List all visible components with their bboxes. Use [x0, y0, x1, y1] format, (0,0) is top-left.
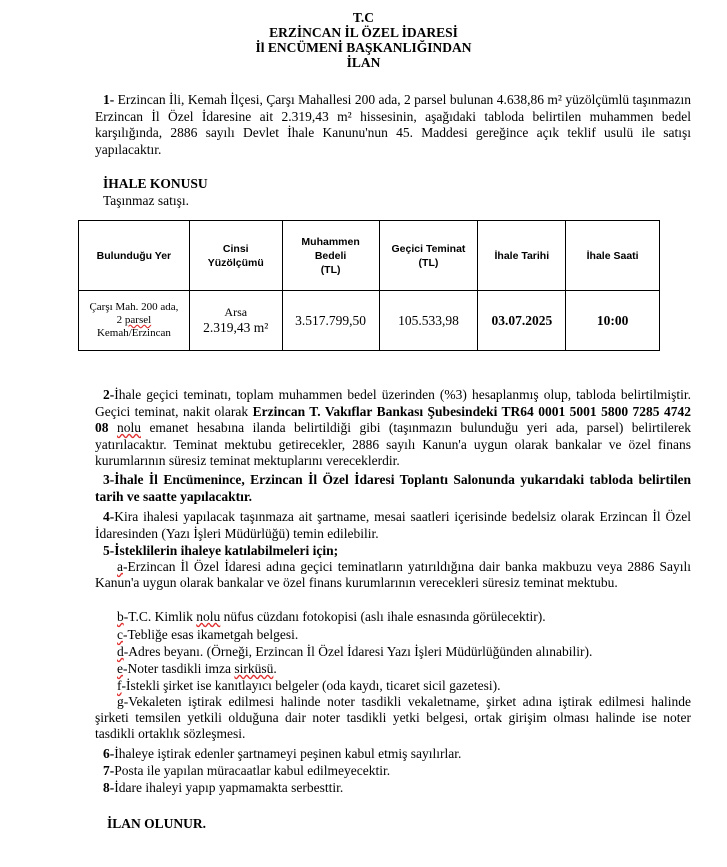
cell-location: Çarşı Mah. 200 ada, 2 parsel Kemah/Erzincan [79, 291, 190, 351]
subject-section [103, 176, 691, 209]
paragraph-6: 6-İhaleye iştirak edenler şartnameyi peşinen kabul etmiş sayılırlar. [103, 746, 462, 761]
subject-text: Taşınmaz satışı. [103, 192, 190, 208]
header-institution: ERZİNCAN İL ÖZEL İDARESİ [269, 25, 458, 40]
header-council: İl ENCÜMENİ BAŞKANLIĞINDAN [255, 40, 472, 55]
requirement-a: a-Erzincan İl Özel İdaresi adına geçici teminatların yatırıldığına dair banka makbuzu veya 2886 Sayılı Kanun'a uygun olarak bankalar ve özel finans kurumlarının verecekleri süresiz teminat mektubu. [95, 559, 691, 590]
requirement-b: b-T.C. Kimlik nolu nüfus cüzdanı fotokopisi (aslı ihale esnasında görülecektir). [117, 609, 546, 624]
requirement-e: e-Noter tasdikli imza sirküsü. [117, 661, 277, 676]
th-temporary-deposit: Geçici Teminat (TL) [379, 221, 478, 291]
paragraph-2: 2-İhale geçici teminatı, toplam muhammen bedel üzerinden (%3) hesaplanmış olup, tabloda belirtilmiştir. Geçici teminat, nakit olarak Erzincan T. Vakıflar Bankası Şubesindeki TR64 0001 5001 5800 7285 4742 08 nolu emanet hesabına ilanda belirtildiği gibi (taşınmazın bulunduğu yeri ada, parsel) belirtilerek yatırılacaktır. Teminat mektubu getirecekler, 2886 sayılı Kanun'a uygun olarak bankalar ve özel finans kurumlarının süresiz teminat mektuplarını vereceklerdir. [95, 387, 692, 468]
requirement-d: d-Adres beyanı. (Örneği, Erzincan İl Özel İdaresi Yazı İşleri Müdürlüğünden alınabilir). [117, 644, 593, 659]
auction-table [78, 220, 660, 351]
intro-paragraph [95, 92, 691, 158]
header-tc: T.C [352, 10, 375, 25]
requirement-f: f-İstekli şirket ise kanıtlayıcı belgeler (oda kaydı, ticaret sicil gazetesi). [117, 678, 501, 693]
intro-text: Erzincan İli, Kemah İlçesi, Çarşı Mahallesi 200 ada, 2 parsel bulunan 4.638,86 m² yüzölçümlü taşınmazın Erzincan İl Özel İdaresine ait 2.319,43 m² hissesinin, aşağıdaki tabloda belirtilen muhammen bedel karşılığında, 2886 sayılı Devlet İhale Kanunu'nun 45. Maddesi gereğince açık teklif usulü ile satışı yapılacaktır. [95, 92, 691, 157]
header-announcement: İLAN [346, 55, 381, 70]
closing-text: İLAN OLUNUR. [107, 816, 207, 831]
requirement-c: c-Tebliğe esas ikametgah belgesi. [117, 627, 299, 642]
cell-estimated-price: 3.517.799,50 [282, 291, 379, 351]
th-type-area: Cinsi Yüzölçümü [189, 221, 282, 291]
requirement-g: g-Vekaleten iştirak edilmesi halinde noter tasdikli vekaletname, şirket adına iştirak edilmesi halinde şirketi temsilen yetkili olduğuna dair noter tasdikli yetki belgesi, ortak girişim olması halinde ise noter tasdikli ortaklık sözleşmesi. [95, 694, 691, 741]
paragraph-7: 7-Posta ile yapılan müracaatlar kabul edilmeyecektir. [103, 763, 391, 778]
th-auction-time: İhale Saati [566, 221, 660, 291]
document-header [0, 10, 727, 70]
table-header-row [79, 221, 660, 291]
paragraph-4: 4-Kira ihalesi yapılacak taşınmaza ait şartname, mesai saatleri içerisinde bedelsiz olarak Erzincan İl Özel İdaresinden (Yazı İşleri Müdürlüğü) temin edilebilir. [95, 509, 691, 541]
cell-auction-date: 03.07.2025 [478, 291, 566, 351]
paragraph-5-title: 5-İsteklilerin ihaleye katılabilmeleri için; [103, 543, 339, 558]
cell-auction-time: 10:00 [566, 291, 660, 351]
paragraph-8: 8-İdare ihaleyi yapıp yapmamakta serbesttir. [103, 780, 344, 795]
th-location: Bulunduğu Yer [79, 221, 190, 291]
cell-type-area: Arsa 2.319,43 m² [189, 291, 282, 351]
th-estimated-price: Muhammen Bedeli (TL) [282, 221, 379, 291]
table-row [79, 291, 660, 351]
paragraph-3: 3-İhale İl Encümenince, Erzincan İl Özel İdaresi Toplantı Salonunda yukarıdaki tabloda belirtilen tarih ve saatte yapılacaktır. [95, 472, 691, 504]
th-auction-date: İhale Tarihi [478, 221, 566, 291]
cell-temporary-deposit: 105.533,98 [379, 291, 478, 351]
subject-title: İHALE KONUSU [103, 176, 208, 191]
intro-number: 1- [103, 92, 115, 107]
